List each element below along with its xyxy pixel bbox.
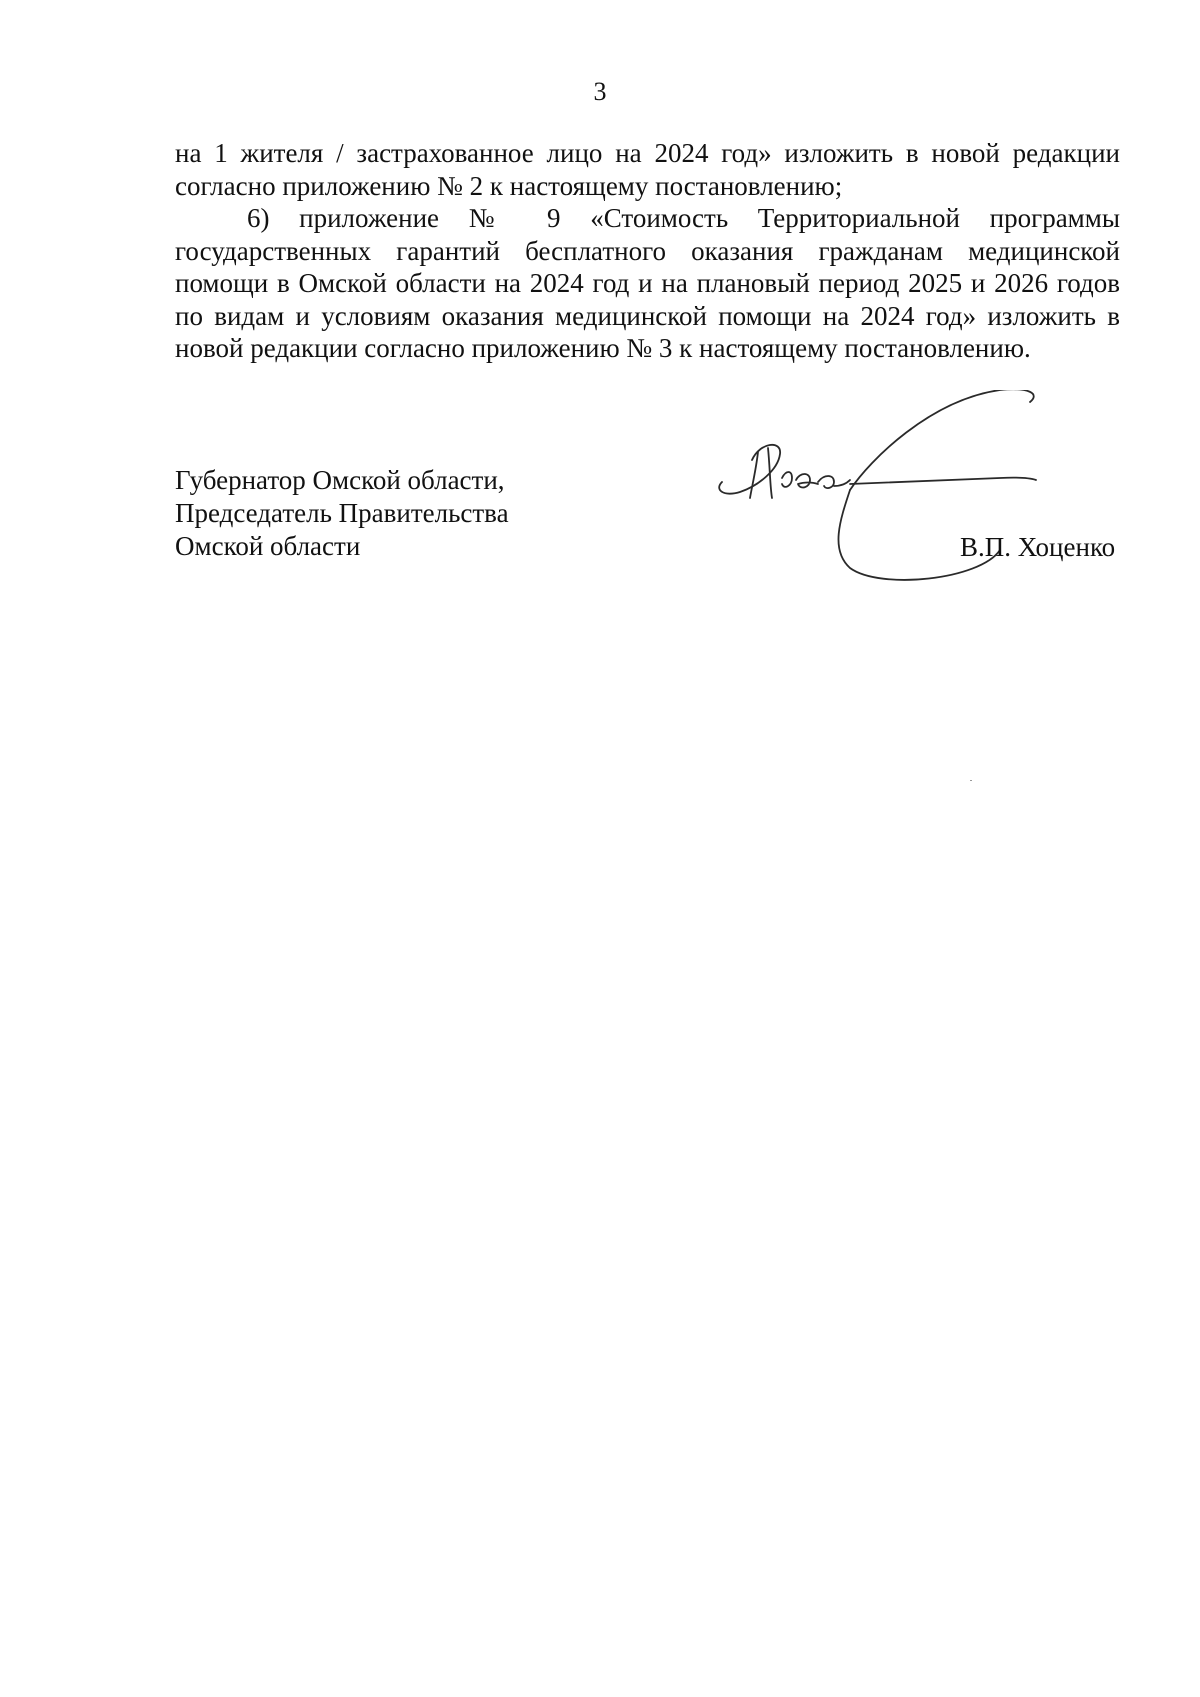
signatory-title-line: Омской области [175,531,361,561]
signer-name: В.П. Хоценко [960,532,1116,562]
scan-speck [970,780,972,781]
paragraph-item-6: 6) приложение № 9 «Стоимость Территориальной программы государственных гарантий бесплатного оказания гражданам медицинской помощи в Омской области на 2024 год и на плановый период 2025 и 2026 годов по видам и условиям оказания медицинской помощи на 2024 год» изложить в новой редакции согласно приложению № 3 к настоящему постановлению. [175,203,1120,363]
page-number: 3 [593,77,607,106]
paragraph-continuation: на 1 жителя / застрахованное лицо на 2024 год» изложить в новой редакции согласно приложению № 2 к настоящему постановлению; [175,138,1120,201]
signatory-title [175,464,509,563]
signatory-title-line: Председатель Правительства [175,498,509,528]
handwritten-signature [700,390,1120,610]
document-body [175,137,1120,365]
signatory-title-line: Губернатор Омской области, [175,465,505,495]
